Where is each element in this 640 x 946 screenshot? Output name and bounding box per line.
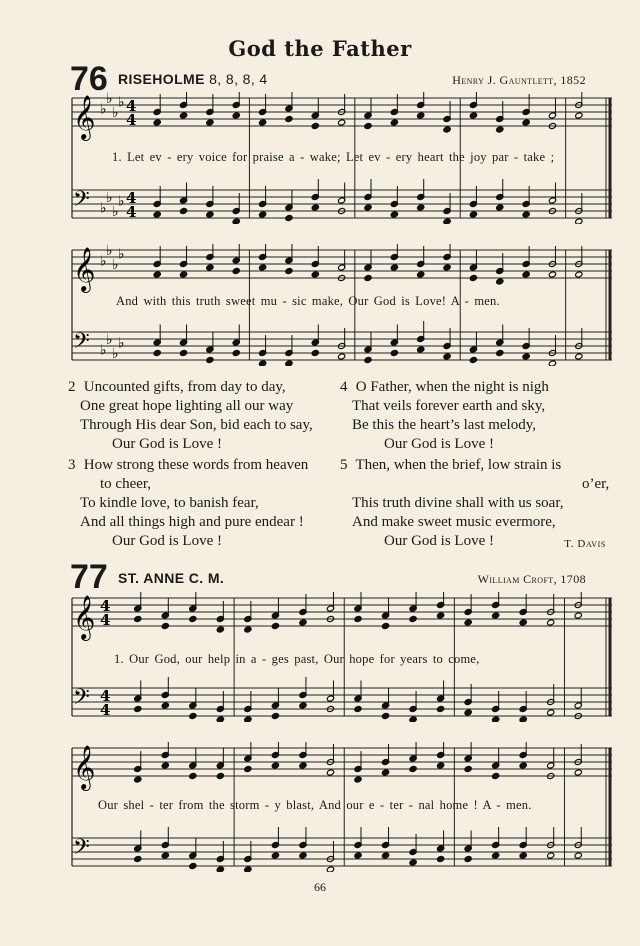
note-head [189, 862, 197, 869]
music-system-77-1 [64, 592, 612, 722]
flat-icon: ♭ [100, 342, 107, 359]
note-head [134, 705, 142, 712]
note-head [161, 702, 169, 709]
note-head [354, 615, 362, 622]
treble-clef-icon: 𝄞 [73, 595, 96, 639]
note-head [153, 119, 161, 126]
note-head [492, 772, 500, 779]
note-head [311, 204, 319, 211]
note-head [244, 626, 252, 633]
note-head [443, 264, 451, 271]
note-head [417, 204, 425, 211]
time-signature: 4 [126, 203, 137, 221]
note-head [547, 709, 555, 716]
tune-name [118, 71, 268, 87]
time-signature: 4 [126, 189, 137, 207]
note-head [519, 619, 527, 626]
flat-icon: ♭ [112, 257, 119, 273]
note-head [548, 360, 556, 366]
treble-clef-icon: 𝄞 [73, 745, 96, 789]
note-head [574, 612, 582, 619]
note-head [519, 716, 527, 722]
note-head [390, 119, 398, 126]
note-head [206, 356, 214, 363]
note-head [354, 776, 362, 783]
note-head [469, 112, 477, 119]
music-system-76-2 [64, 244, 612, 366]
note-head [547, 852, 555, 859]
lyric-line: Our shel - ter from the storm - y blast, And our e - ter - nal home ! A - men. [98, 798, 532, 812]
bass-clef-icon: 𝄢 [73, 835, 90, 865]
note-head [574, 769, 582, 776]
tune-title: ST. ANNE [118, 570, 185, 586]
flat-icon: ♭ [106, 92, 113, 107]
note-head [216, 626, 224, 633]
note-head [519, 762, 527, 769]
tune-title: RISEHOLME [118, 71, 205, 87]
note-head [390, 211, 398, 218]
verse-3: 3 How strong these words from heaven to cheer, To kindle love, to banish fear, And all things high and pure endear ! Our God is Love ! [68, 457, 309, 549]
note-head [216, 716, 224, 722]
note-head [189, 712, 197, 719]
hymn-number: 76 [70, 60, 108, 98]
note-head [364, 356, 372, 363]
lyric-line: 1. Let ev - ery voice for praise a - wake; Let ev - ery heart the joy par - take ; [112, 150, 555, 164]
flat-icon: ♭ [100, 101, 107, 118]
tune-meter: 8, 8, 8, 4 [209, 71, 268, 87]
note-head [417, 346, 425, 353]
note-head [464, 855, 472, 862]
note-head [232, 349, 240, 356]
note-head [179, 271, 187, 278]
note-head [153, 349, 161, 356]
note-head [522, 119, 530, 126]
note-head [232, 267, 240, 274]
note-head [338, 119, 346, 126]
page-number: 66 [314, 880, 326, 894]
time-signature: 4 [100, 701, 111, 719]
time-signature: 4 [126, 111, 137, 129]
note-head [409, 615, 417, 622]
flat-icon: ♭ [112, 105, 119, 121]
note-head [464, 765, 472, 772]
note-head [364, 274, 372, 281]
note-head [409, 859, 417, 866]
flat-icon: ♭ [100, 253, 107, 270]
note-head [522, 211, 530, 218]
note-head [496, 349, 504, 356]
flat-icon: ♭ [118, 246, 125, 263]
note-head [153, 211, 161, 218]
tune-meter: C. M. [188, 570, 225, 586]
note-head [326, 866, 334, 872]
composer: Henry J. Gauntlett, 1852 [452, 73, 586, 87]
note-head [271, 712, 279, 719]
note-head [496, 204, 504, 211]
note-head [311, 122, 319, 129]
section-title: God the Father [228, 36, 412, 61]
note-head [134, 776, 142, 783]
hymn-number: 77 [70, 558, 108, 596]
music-system-77-2 [64, 742, 612, 872]
note-head [161, 762, 169, 769]
note-head [299, 619, 307, 626]
note-head [232, 112, 240, 119]
note-head [364, 122, 372, 129]
note-head [548, 271, 556, 278]
note-head [469, 274, 477, 281]
note-head [575, 218, 583, 224]
time-signature: 4 [100, 687, 111, 705]
note-head [409, 716, 417, 722]
flat-icon: ♭ [100, 200, 107, 217]
verse-5: 5 Then, when the brief, low strain is o’er, This truth divine shall with us soar, And make sweet music evermore, Our God is Love ! [340, 457, 610, 549]
lyric-line: 1. Our God, our help in a - ges past, Our hope for years to come, [114, 652, 480, 666]
flat-icon: ♭ [106, 332, 113, 348]
treble-clef-icon: 𝄞 [73, 95, 96, 139]
note-head [381, 712, 389, 719]
note-head [464, 709, 472, 716]
note-head [522, 271, 530, 278]
note-head [354, 852, 362, 859]
note-head [311, 349, 319, 356]
note-head [381, 769, 389, 776]
lyricist: T. Davis [564, 538, 606, 550]
note-head [437, 762, 445, 769]
bass-clef-icon: 𝄢 [73, 187, 90, 217]
note-head [326, 769, 334, 776]
note-head [206, 119, 214, 126]
note-head [299, 762, 307, 769]
note-head [189, 772, 197, 779]
note-head [259, 360, 267, 366]
note-head [364, 204, 372, 211]
note-head [547, 619, 555, 626]
flat-icon: ♭ [112, 346, 119, 362]
note-head [381, 622, 389, 629]
composer: William Croft, 1708 [477, 572, 586, 586]
note-head [338, 353, 346, 360]
note-head [492, 716, 500, 722]
note-head [575, 353, 583, 360]
note-head [492, 852, 500, 859]
note-head [271, 762, 279, 769]
flat-icon: ♭ [118, 193, 125, 210]
music-system-76-1 [64, 92, 612, 224]
time-signature: 4 [100, 597, 111, 615]
note-head [522, 353, 530, 360]
note-head [153, 271, 161, 278]
note-head [232, 218, 240, 224]
note-head [354, 705, 362, 712]
note-head [271, 852, 279, 859]
note-head [259, 211, 267, 218]
note-head [437, 612, 445, 619]
note-head [417, 112, 425, 119]
note-head [244, 765, 252, 772]
note-head [492, 612, 500, 619]
time-signature: 4 [100, 611, 111, 629]
flat-icon: ♭ [118, 94, 125, 111]
note-head [381, 852, 389, 859]
note-head [299, 702, 307, 709]
bass-clef-icon: 𝄢 [73, 329, 90, 359]
verse-4: 4 O Father, when the night is nigh That veils forever earth and sky, Be this the heart’s last melody, Our God is Love ! [340, 379, 549, 452]
note-head [285, 267, 293, 274]
note-head [575, 112, 583, 119]
note-head [574, 852, 582, 859]
note-head [469, 211, 477, 218]
note-head [179, 207, 187, 214]
treble-clef-icon: 𝄞 [73, 247, 96, 291]
note-head [417, 271, 425, 278]
note-head [134, 855, 142, 862]
tune-name [118, 570, 224, 586]
note-head [179, 349, 187, 356]
note-head [206, 264, 214, 271]
note-head [179, 112, 187, 119]
note-head [496, 126, 504, 133]
note-head [161, 852, 169, 859]
verse-2: 2 Uncounted gifts, from day to day, One great hope lighting all our way Through His dear Son, bid each to say, Our God is Love ! [68, 379, 313, 452]
note-head [443, 353, 451, 360]
note-head [216, 772, 224, 779]
note-head [409, 765, 417, 772]
note-head [390, 264, 398, 271]
note-head [161, 622, 169, 629]
note-head [271, 622, 279, 629]
note-head [285, 360, 293, 366]
note-head [464, 619, 472, 626]
note-head [469, 356, 477, 363]
note-head [285, 214, 293, 221]
flat-icon: ♭ [106, 190, 113, 206]
note-head [285, 115, 293, 122]
note-head [216, 866, 224, 872]
note-head [299, 852, 307, 859]
note-head [496, 278, 504, 285]
note-head [437, 705, 445, 712]
note-head [519, 852, 527, 859]
flat-icon: ♭ [112, 204, 119, 220]
flat-icon: ♭ [118, 335, 125, 352]
lyric-line: And with this truth sweet mu - sic make, Our God is Love! A - men. [116, 294, 500, 308]
note-head [244, 716, 252, 722]
note-head [259, 264, 267, 271]
note-head [575, 271, 583, 278]
note-head [443, 126, 451, 133]
note-head [189, 615, 197, 622]
note-head [443, 218, 451, 224]
time-signature: 4 [126, 97, 137, 115]
note-head [390, 349, 398, 356]
note-head [259, 119, 267, 126]
note-head [134, 615, 142, 622]
note-head [244, 866, 252, 872]
bass-clef-icon: 𝄢 [73, 685, 90, 715]
note-head [437, 855, 445, 862]
note-head [311, 271, 319, 278]
flat-icon: ♭ [106, 244, 113, 259]
note-head [206, 211, 214, 218]
